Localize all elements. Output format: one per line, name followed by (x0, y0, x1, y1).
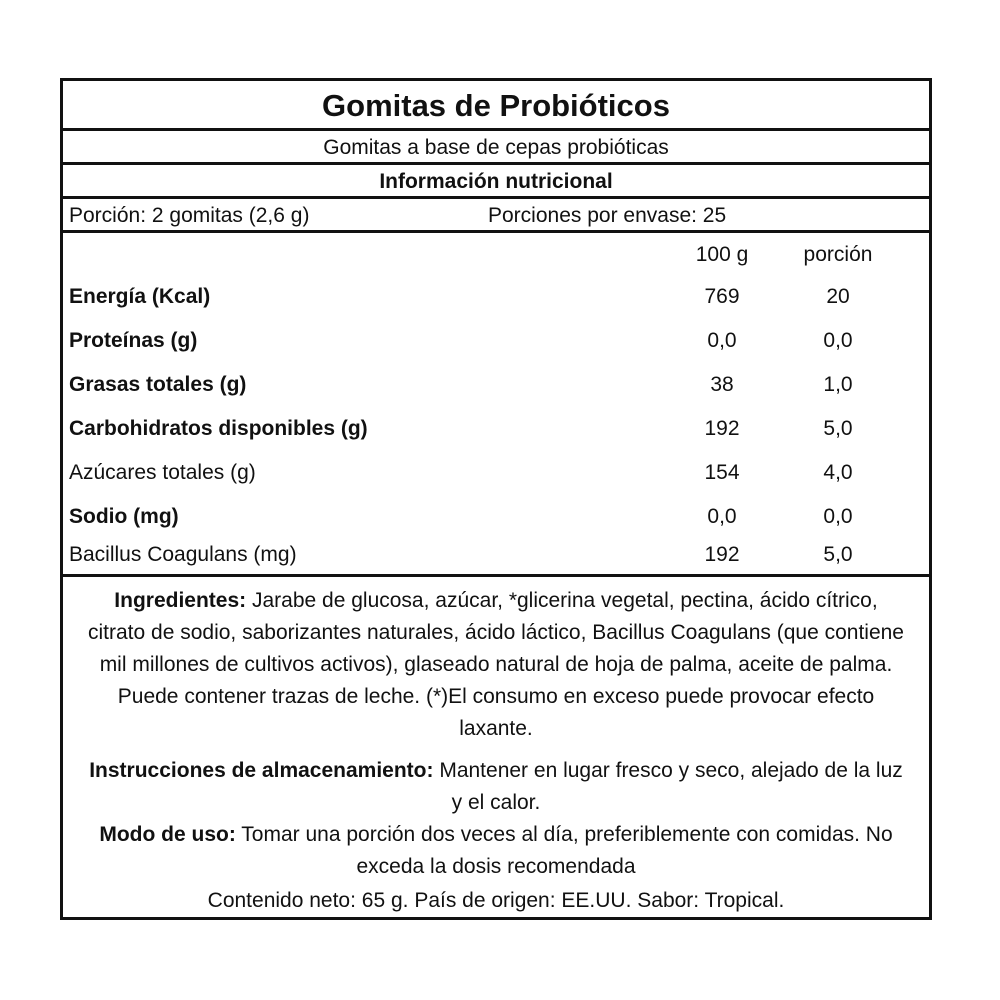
storage-text: Mantener en lugar fresco y seco, alejado de la luz y el calor. (433, 759, 903, 814)
product-title: Gomitas de Probióticos (63, 81, 929, 131)
net-content: Contenido neto: 65 g. País de origen: EE.UU. Sabor: Tropical. (207, 889, 785, 912)
value-portion: 0,0 (823, 329, 853, 352)
storage-label: Instrucciones de almacenamiento: (89, 759, 434, 782)
nutrient-name: Proteínas (g) (69, 329, 198, 352)
nutrient-name: Azúcares totales (g) (69, 461, 256, 484)
value-100g: 192 (704, 417, 740, 440)
nutrition-label (60, 78, 932, 920)
table-header (63, 233, 929, 277)
table-row (63, 363, 929, 407)
label-text-section (63, 577, 929, 917)
table-row (63, 407, 929, 451)
value-100g: 192 (704, 543, 740, 566)
value-portion: 5,0 (823, 543, 853, 566)
value-100g: 769 (704, 285, 740, 308)
table-row (63, 533, 929, 577)
column-header-portion: porción (803, 243, 873, 266)
value-portion: 4,0 (823, 461, 853, 484)
nutrition-table (63, 233, 929, 577)
table-row (63, 451, 929, 495)
value-portion: 5,0 (823, 417, 853, 440)
usage-label: Modo de uso: (99, 823, 236, 846)
column-header-100g: 100 g (695, 243, 749, 266)
table-row (63, 319, 929, 363)
usage-paragraph (83, 819, 909, 883)
portion-size: Porción: 2 gomitas (2,6 g) (69, 204, 310, 227)
ingredients-paragraph (83, 585, 909, 745)
value-100g: 38 (710, 373, 734, 396)
value-100g: 154 (704, 461, 740, 484)
usage-text: Tomar una porción dos veces al día, preferiblemente con comidas. No exceda la dosis recomendada (235, 823, 893, 878)
value-100g: 0,0 (707, 505, 737, 528)
nutrition-heading: Información nutricional (63, 165, 929, 199)
nutrient-name: Energía (Kcal) (69, 285, 211, 308)
portion-row (63, 199, 929, 233)
value-portion: 0,0 (823, 505, 853, 528)
value-portion: 1,0 (823, 373, 853, 396)
nutrient-name: Carbohidratos disponibles (g) (69, 417, 368, 440)
nutrient-name: Sodio (mg) (69, 505, 179, 528)
table-row (63, 275, 929, 319)
value-portion: 20 (826, 285, 850, 308)
ingredients-label: Ingredientes: (114, 589, 247, 612)
nutrient-name: Bacillus Coagulans (mg) (69, 543, 297, 566)
value-100g: 0,0 (707, 329, 737, 352)
nutrient-name: Grasas totales (g) (69, 373, 247, 396)
product-subtitle: Gomitas a base de cepas probióticas (63, 131, 929, 165)
servings-per-container: Porciones por envase: 25 (488, 204, 727, 227)
ingredients-text: Jarabe de glucosa, azúcar, *glicerina vegetal, pectina, ácido cítrico, citrato de sodio, saborizantes naturales, ácido láctico, Bacillus Coagulans (que contiene mil millones de cultivos activos), glaseado natural de hoja de palma, aceite de palma. Puede contener trazas de leche. (*)El consumo en exceso puede provocar efecto laxante. (88, 589, 904, 740)
storage-paragraph (83, 755, 909, 819)
